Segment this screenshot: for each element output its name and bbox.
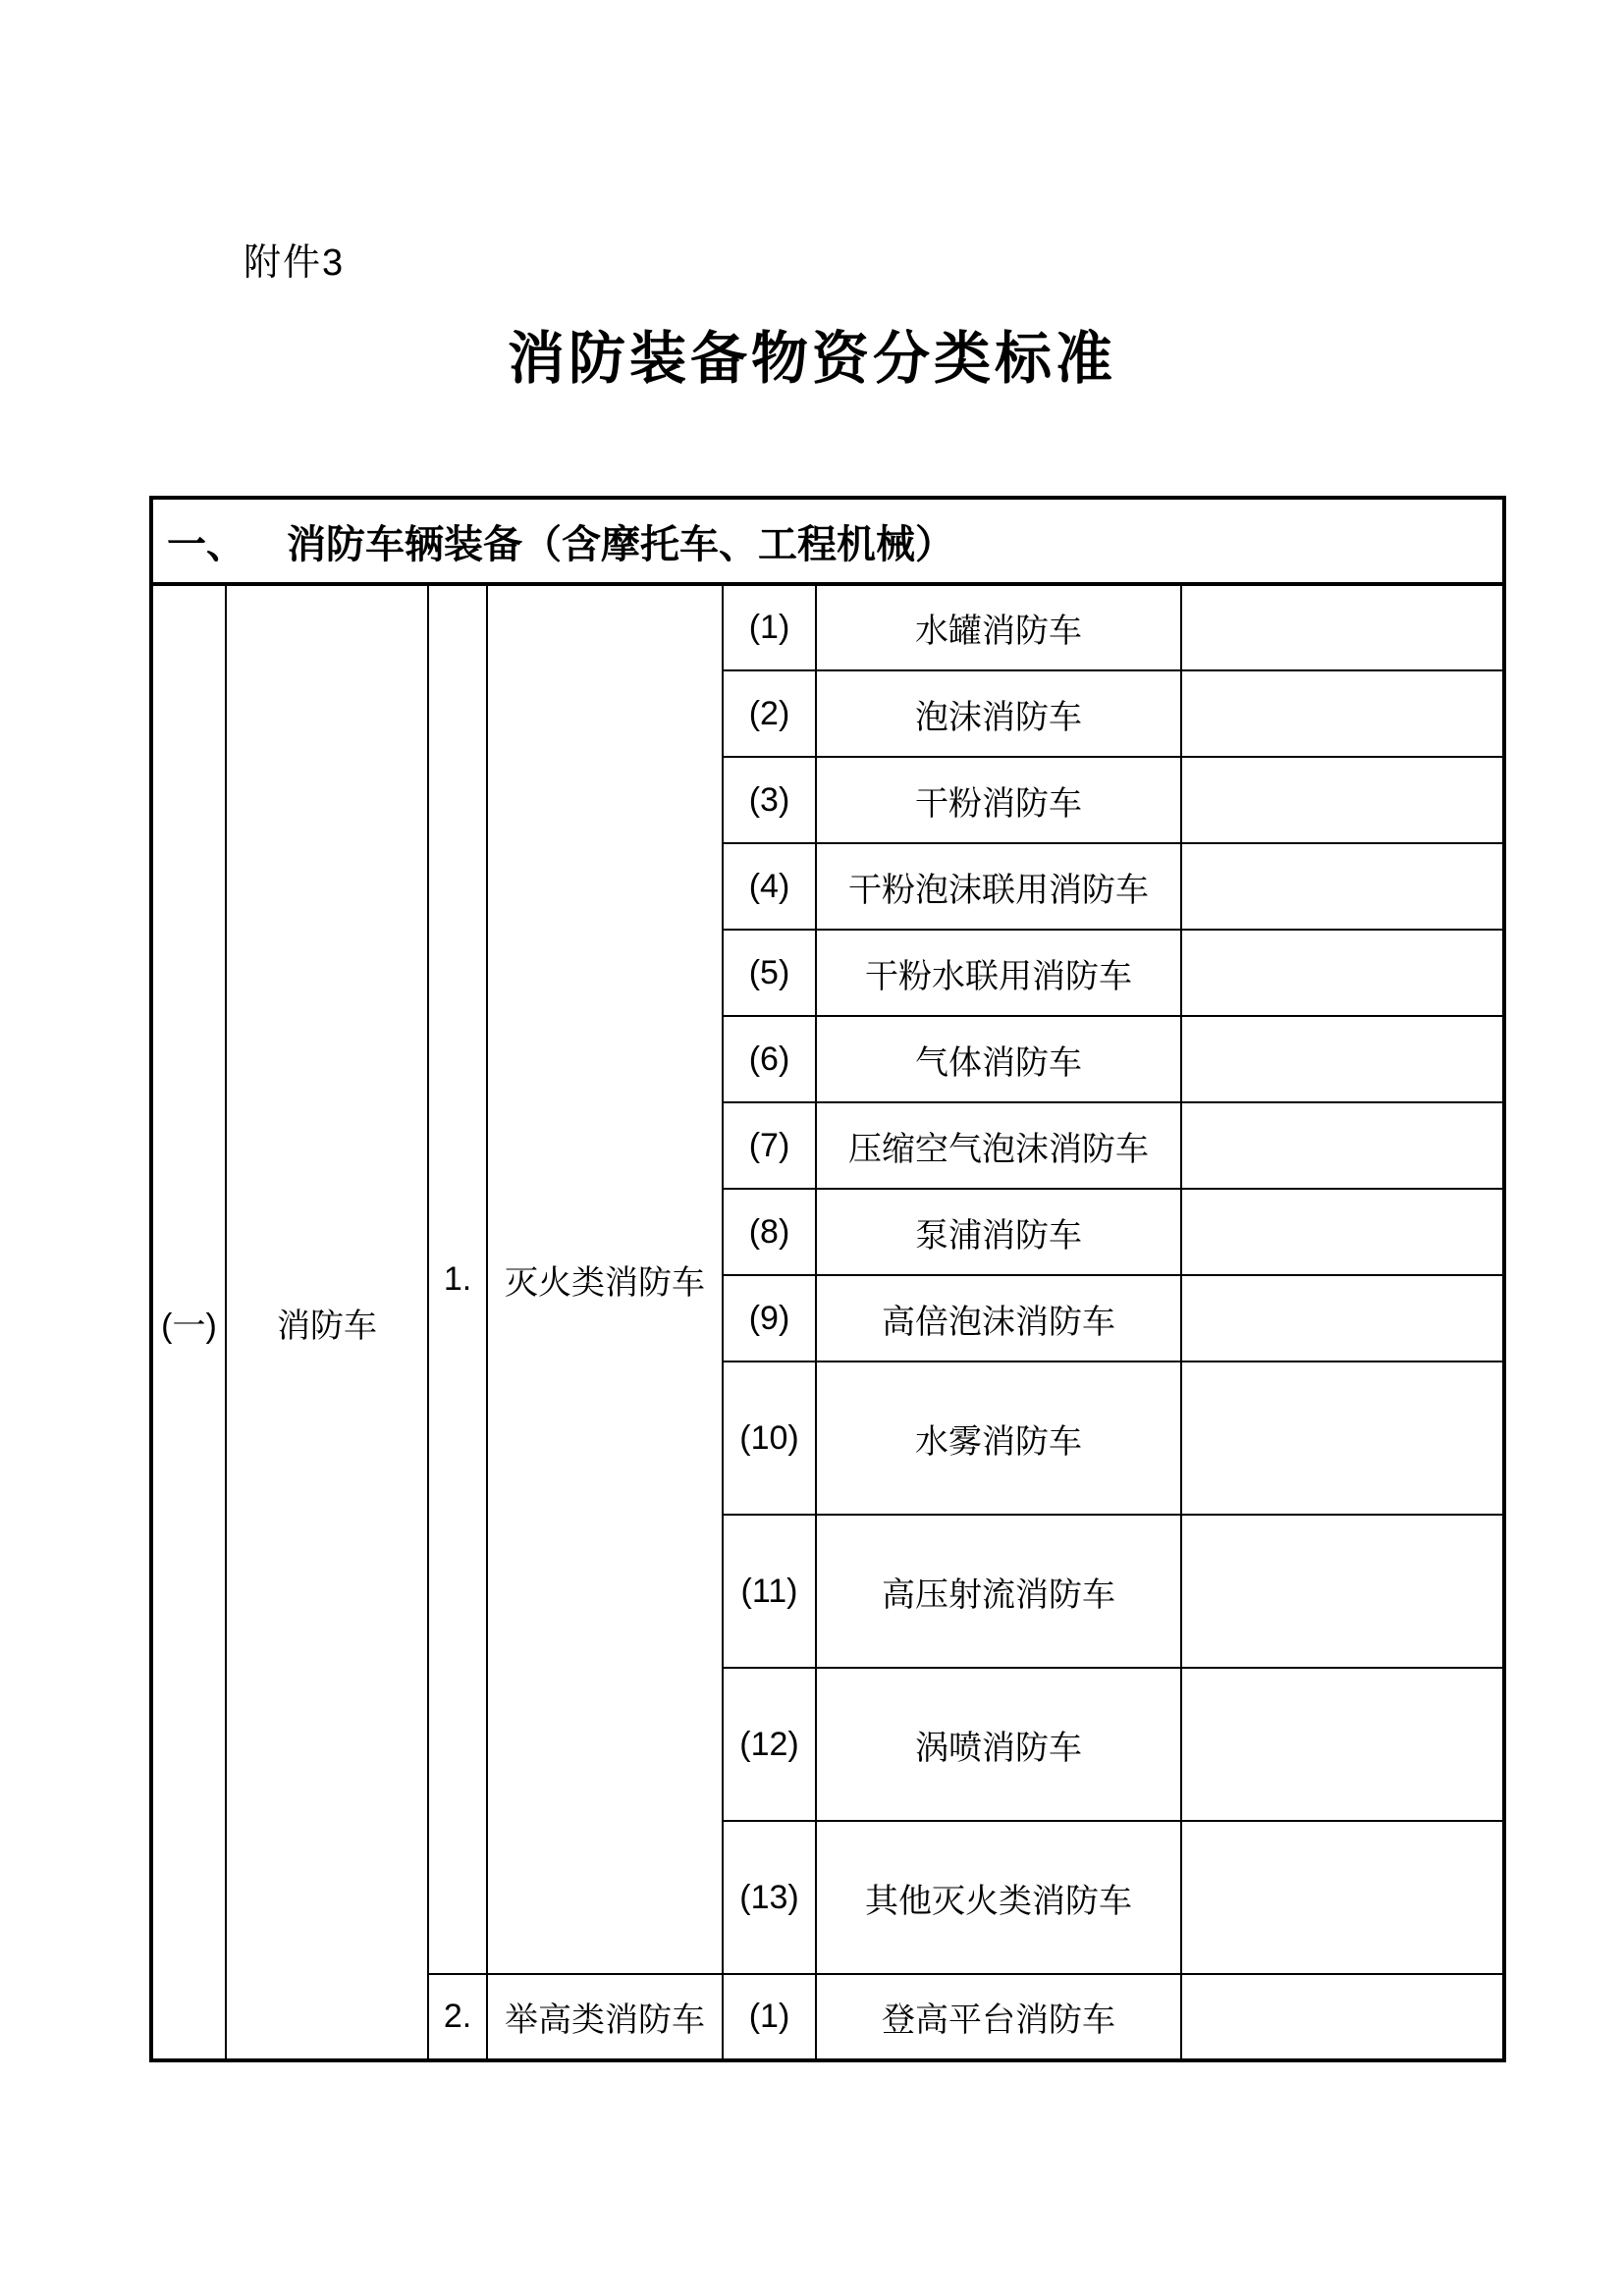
item-no: (8) [723, 1189, 816, 1275]
subgroup-name-cell: 灭火类消防车 [487, 584, 723, 1974]
attachment-label: 附件3 [244, 242, 346, 284]
document-title: 消防装备物资分类标准 [507, 327, 1116, 391]
item-name: 水罐消防车 [816, 584, 1181, 670]
item-no: (5) [723, 930, 816, 1016]
blank-cell [1181, 1515, 1504, 1668]
item-name: 压缩空气泡沫消防车 [816, 1102, 1181, 1189]
blank-cell [1181, 1362, 1504, 1515]
item-no: (13) [723, 1821, 816, 1974]
blank-cell [1181, 843, 1504, 930]
group-serial: (一) [161, 1307, 217, 1345]
blank-cell [1181, 1189, 1504, 1275]
item-name: 干粉泡沫联用消防车 [816, 843, 1181, 930]
classification-table [149, 496, 1506, 2062]
subgroup-serial-cell: 2. [428, 1974, 487, 2060]
item-no: (12) [723, 1668, 816, 1821]
item-name: 泵浦消防车 [816, 1189, 1181, 1275]
item-no: (7) [723, 1102, 816, 1189]
item-name: 高压射流消防车 [816, 1515, 1181, 1668]
blank-cell [1181, 1668, 1504, 1821]
blank-cell [1181, 1102, 1504, 1189]
item-no: (1) [723, 1974, 816, 2060]
blank-cell [1181, 757, 1504, 843]
item-name: 干粉水联用消防车 [816, 930, 1181, 1016]
group-serial-cell [151, 584, 226, 2060]
item-no: (11) [723, 1515, 816, 1668]
section-header-cell [151, 498, 1504, 584]
item-name: 涡喷消防车 [816, 1668, 1181, 1821]
subgroup-name-cell: 举高类消防车 [487, 1974, 723, 2060]
section-title: 消防车辆装备（含摩托车、工程机械） [287, 522, 954, 566]
table-row [151, 584, 1504, 670]
blank-cell [1181, 1016, 1504, 1102]
item-no: (10) [723, 1362, 816, 1515]
section-numeral: 一、 [167, 522, 245, 566]
item-no: (9) [723, 1275, 816, 1362]
group-category: 消防车 [277, 1307, 377, 1345]
blank-cell [1181, 1974, 1504, 2060]
section-header-row [151, 498, 1504, 584]
blank-cell [1181, 1821, 1504, 1974]
blank-cell [1181, 670, 1504, 757]
blank-cell [1181, 584, 1504, 670]
item-no: (1) [723, 584, 816, 670]
item-no: (4) [723, 843, 816, 930]
item-name: 泡沫消防车 [816, 670, 1181, 757]
item-no: (3) [723, 757, 816, 843]
item-name: 高倍泡沫消防车 [816, 1275, 1181, 1362]
item-name: 水雾消防车 [816, 1362, 1181, 1515]
item-name: 气体消防车 [816, 1016, 1181, 1102]
item-no: (6) [723, 1016, 816, 1102]
blank-cell [1181, 1275, 1504, 1362]
item-name: 干粉消防车 [816, 757, 1181, 843]
item-name: 登高平台消防车 [816, 1974, 1181, 2060]
item-no: (2) [723, 670, 816, 757]
subgroup-serial-cell: 1. [428, 584, 487, 1974]
item-name: 其他灭火类消防车 [816, 1821, 1181, 1974]
blank-cell [1181, 930, 1504, 1016]
group-category-cell [226, 584, 428, 2060]
